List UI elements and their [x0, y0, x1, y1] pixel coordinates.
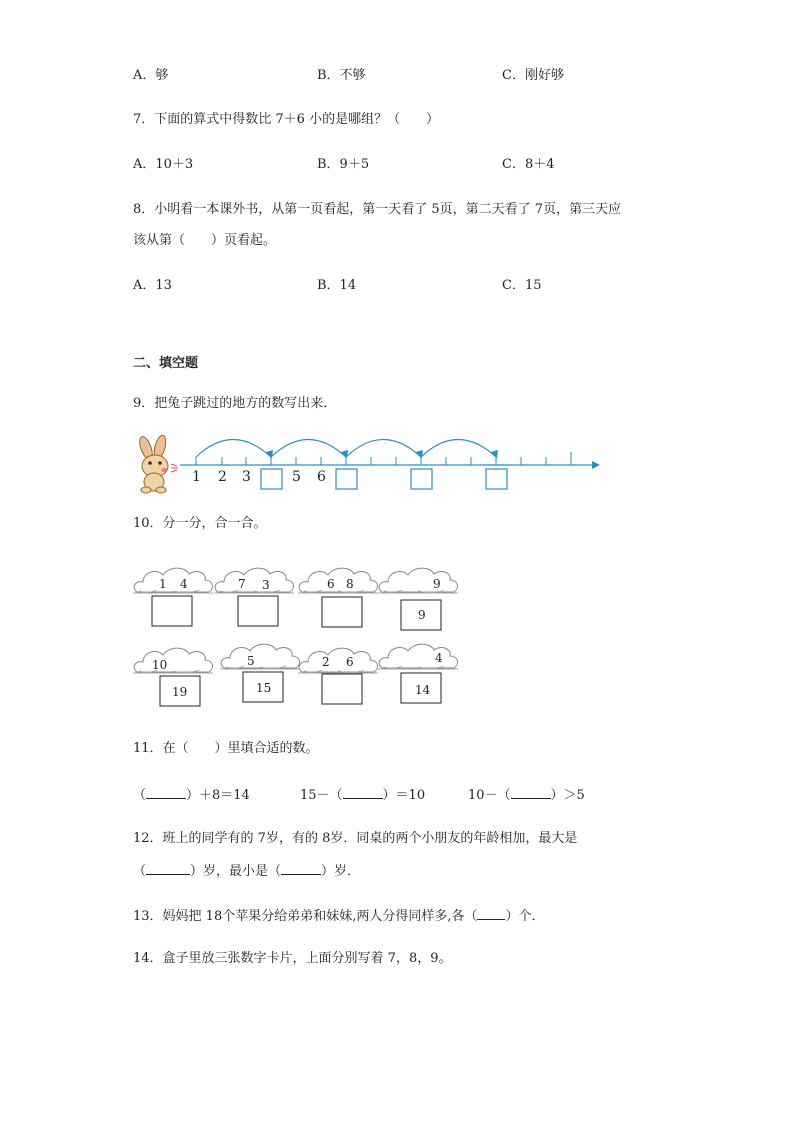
- q10-stem: 10．分一分，合一合。: [133, 516, 267, 531]
- cloud-number: 5: [247, 654, 255, 668]
- q11-stem: 11．在（ ）里填合适的数。: [133, 741, 319, 756]
- q11-equation-1: [133, 786, 250, 804]
- rabbit-icon: [137, 434, 178, 493]
- q7-option-a: A．10＋3: [133, 157, 194, 172]
- cloud-number: 6: [346, 655, 354, 669]
- answer-blank[interactable]: [477, 907, 505, 920]
- equation-text: 15－（: [300, 788, 343, 803]
- cloud-box-3: [322, 597, 362, 627]
- q12-text: ）岁．: [321, 864, 361, 879]
- section-title: 二、填空题: [133, 356, 199, 371]
- cloud-row-2: [133, 644, 458, 673]
- q13-text: ）个．: [505, 909, 545, 924]
- cloud-number: 9: [433, 577, 441, 591]
- q13-text: 13．妈妈把 18个苹果分给弟弟和妹妹,两人分得同样多,各（: [133, 909, 478, 924]
- cloud-number: 1: [159, 577, 167, 591]
- equation-text: ）＝10: [382, 788, 426, 803]
- q11-equation-3: [468, 786, 585, 804]
- cloud-number: 4: [435, 651, 443, 665]
- q14-stem: 14．盒子里放三张数字卡片，上面分别写着 7，8，9。: [133, 951, 452, 966]
- q6-option-c: C．刚好够: [502, 68, 564, 83]
- answer-blank[interactable]: [146, 862, 190, 875]
- q8-option-a: A．13: [133, 278, 172, 293]
- q6-option-b: B．不够: [317, 68, 366, 83]
- equation-text: ）＋8＝14: [186, 788, 250, 803]
- q8-option-c: C．15: [502, 278, 542, 293]
- cloud-number: 7: [238, 577, 246, 591]
- q8-stem-line2: 该从第（ ）页看起。: [133, 233, 277, 248]
- equation-text: ）＞5: [550, 788, 585, 803]
- number-label: 3: [242, 469, 251, 485]
- cloud-number: 10: [152, 658, 168, 672]
- number-label: 2: [218, 469, 227, 485]
- number-label: 5: [292, 469, 301, 485]
- q12-text: ）岁，最小是（: [190, 864, 282, 879]
- cloud-box-value: 14: [415, 683, 431, 697]
- cloud-box-value: 15: [256, 681, 272, 695]
- jump-answer-box-3: [411, 469, 432, 489]
- answer-blank[interactable]: [511, 786, 551, 799]
- cloud-box-7: [322, 674, 362, 704]
- answer-blank[interactable]: [146, 786, 186, 799]
- cloud-box-2: [238, 596, 278, 626]
- q7-stem: 7．下面的算式中得数比 7＋6 小的是哪组？（ ）: [133, 112, 440, 127]
- jump-answer-box-4: [486, 469, 507, 489]
- q13-stem: [133, 907, 545, 925]
- q11-equation-2: [300, 786, 425, 804]
- jump-answer-box-1: [261, 469, 282, 489]
- equation-text: （: [133, 788, 147, 803]
- cloud-box-value: 9: [418, 608, 426, 622]
- answer-blank[interactable]: [343, 786, 383, 799]
- jump-answer-box-2: [336, 469, 357, 489]
- q12-text: （: [133, 864, 147, 879]
- number-label: 1: [192, 469, 201, 485]
- q6-option-a: A．够: [133, 68, 169, 83]
- cloud-number: 4: [180, 577, 188, 591]
- equation-text: 10－（: [468, 788, 511, 803]
- number-label: 6: [317, 469, 326, 485]
- answer-blank[interactable]: [281, 862, 321, 875]
- cloud-number: 3: [262, 578, 270, 592]
- q12-stem-line2: [133, 862, 360, 880]
- q8-option-b: B．14: [317, 278, 357, 293]
- q7-option-c: C．8＋4: [502, 157, 555, 172]
- q7-option-b: B．9＋5: [317, 157, 370, 172]
- q12-stem-line1: 12．班上的同学有的 7岁，有的 8岁．同桌的两个小朋友的年龄相加，最大是: [133, 831, 578, 846]
- cloud-box-1: [152, 596, 192, 626]
- cloud-number: 6: [327, 577, 335, 591]
- cloud-number: 2: [322, 655, 330, 669]
- cloud-number: 8: [346, 577, 354, 591]
- q8-stem-line1: 8．小明看一本课外书，从第一页看起，第一天看了 5页，第二天看了 7页，第三天应: [133, 202, 622, 217]
- cloud-box-value: 19: [172, 685, 188, 699]
- q9-stem: 9．把兔子跳过的地方的数写出来．: [133, 396, 337, 411]
